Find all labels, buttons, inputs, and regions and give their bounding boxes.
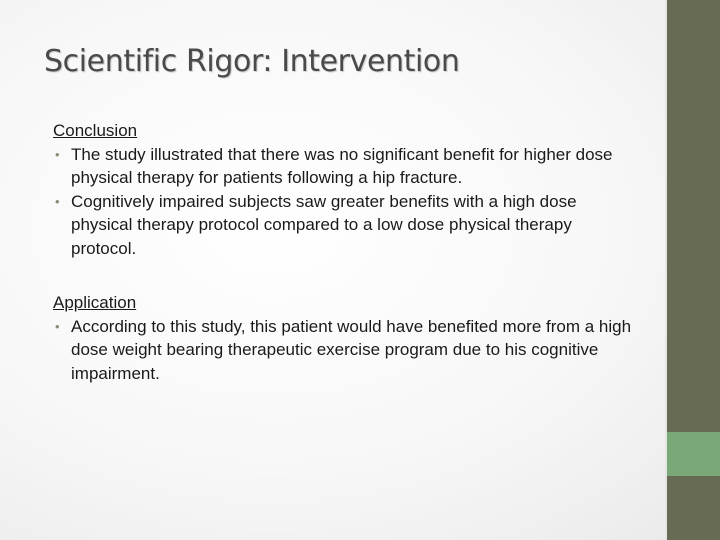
bullet-item [53, 143, 641, 190]
bullet-text: Cognitively impaired subjects saw greater benefits with a high dose physical therapy protocol compared to a low dose physical therapy protocol. [71, 191, 577, 258]
bullet-dot-icon: • [55, 193, 60, 209]
slide-body [53, 119, 641, 385]
bullet-text: According to this study, this patient would have benefited more from a high dose weight bearing therapeutic exercise program due to his cognitive impairment. [71, 316, 632, 383]
bullet-text: The study illustrated that there was no significant benefit for higher dose physical therapy for patients following a hip fracture. [71, 144, 613, 187]
side-accent-block [667, 432, 720, 476]
bullet-item [53, 315, 641, 386]
bullet-dot-icon: • [55, 146, 60, 162]
section-spacer [53, 260, 641, 291]
section-heading-application: Application [53, 293, 137, 312]
bullet-item [53, 190, 641, 261]
section-heading-conclusion: Conclusion [53, 121, 138, 140]
bullet-dot-icon: • [55, 318, 60, 334]
slide-title: Scientific Rigor: Intervention [44, 44, 460, 79]
